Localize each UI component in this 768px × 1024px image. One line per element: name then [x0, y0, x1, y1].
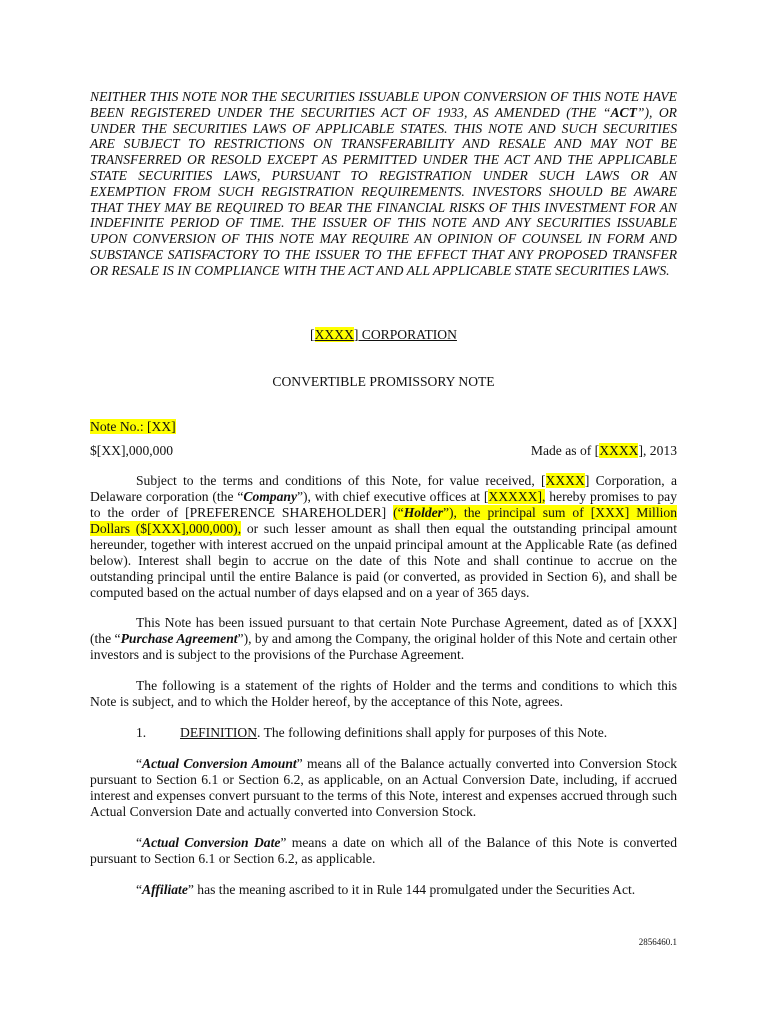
document-footer-id: 2856460.1 [638, 937, 677, 947]
document-title: CONVERTIBLE PROMISSORY NOTE [272, 374, 495, 389]
legend-text-1: NEITHER THIS NOTE NOR THE SECURITIES ISSUABLE UPON CONVERSION OF THIS NOTE HAVE BEEN REGISTERED UNDER THE SECURITIES ACT OF 1933, AS AMENDED (THE “ [90, 89, 677, 120]
paragraph-promise-to-pay: Subject to the terms and conditions of this Note, for value received, [XXXX] Corporation, a Delaware corporation (the “Company”), with chief executive offices at [XXXXX], hereby promises to pay to the order of [PREFERENCE SHAREHOLDER] (“Holder”), the principal sum of [XXX] Million Dollars ($[XXX],000,000), or such lesser amount as shall then equal the outstanding principal amount hereunder, together with interest accrued on the unpaid principal amount at the Applicable Rate (as defined below). Interest shall begin to accrue on the date of this Note and shall continue to accrue on the outstanding principal until the entire Balance is paid (or converted, as provided in Section 6), and shall be computed based on the actual number of days elapsed and on a year of 365 days. [90, 473, 677, 600]
holder-highlight: (“Holder”), the principal sum of [XXX] Million Dollars ($[XXX],000,000), [90, 505, 677, 536]
corporation-heading: [XXXX] CORPORATION [310, 327, 457, 342]
made-as-of-date: Made as of [XXXX], 2013 [530, 443, 677, 458]
section-1-heading: 1. DEFINITION. The following definitions shall apply for purposes of this Note. [136, 725, 608, 740]
legend-act-term: ACT [610, 104, 637, 120]
paragraph-statement-of-rights: The following is a statement of the rights of Holder and the terms and conditions to which this Note is subject, and to which the Holder hereof, by the acceptance of this Note, agrees. [90, 678, 677, 709]
definition-actual-conversion-date: “Actual Conversion Date” means a date on which all of the Balance of this Note is converted pursuant to Section 6.1 or Section 6.2, as applicable. [90, 835, 678, 866]
defined-term-purchase-agreement: Purchase Agreement [120, 631, 238, 646]
corporation-placeholder: XXXX [314, 327, 354, 342]
defined-term-holder: Holder [403, 505, 443, 520]
principal-amount: $[XX],000,000 [90, 443, 174, 458]
definition-actual-conversion-amount: “Actual Conversion Amount” means all of the Balance actually converted into Conversion Stock pursuant to Section 6.1 or Section 6.2, as applicable, on an Actual Conversion Date, including, if accrued interest and expenses convert pursuant to the terms of this Note, interest and expenses accrued through such Actual Conversion Date and actually converted into Conversion Stock. [90, 756, 678, 819]
securities-legend [90, 89, 677, 279]
definition-affiliate: “Affiliate” has the meaning ascribed to it in Rule 144 promulgated under the Securities Act. [136, 882, 636, 897]
paragraph-purchase-agreement: This Note has been issued pursuant to that certain Note Purchase Agreement, dated as of [XXX] (the “Purchase Agreement”), by and among the Company, the original holder of this Note and certain other investors and is subject to the provisions of the Purchase Agreement. [90, 615, 678, 662]
defined-term-company: Company [243, 489, 297, 504]
amount-date-line [90, 443, 677, 459]
legend-text-2: ”), OR UNDER THE SECURITIES LAWS OF APPLICABLE STATES. THIS NOTE AND SUCH SECURITIES ARE SUBJECT TO RESTRICTIONS ON TRANSFERABILITY AND RESALE AND MAY NOT BE TRANSFERRED OR RESOLD EXCEPT AS PERMITTED UNDER THE ACT AND THE APPLICABLE STATE SECURITIES LAWS, PURSUANT TO REGISTRATION UNDER SUCH LAWS OR AN EXEMPTION FROM SUCH REGISTRATION REQUIREMENTS. INVESTORS SHOULD BE AWARE THAT THEY MAY BE REQUIRED TO BEAR THE FINANCIAL RISKS OF THIS INVESTMENT FOR AN INDEFINITE PERIOD OF TIME. THE ISSUER OF THIS NOTE AND ANY SECURITIES ISSUABLE UPON CONVERSION OF THIS NOTE MAY REQUIRE AN OPINION OF COUNSEL IN FORM AND SUBSTANCE SATISFACTORY TO THE ISSUER TO THE EFFECT THAT ANY PROPOSED TRANSFER OR RESALE IS IN COMPLIANCE WITH THE ACT AND ALL APPLICABLE STATE SECURITIES LAWS. [90, 104, 677, 278]
note-number: Note No.: [XX] [90, 419, 176, 434]
definition-heading: DEFINITION [180, 725, 258, 740]
